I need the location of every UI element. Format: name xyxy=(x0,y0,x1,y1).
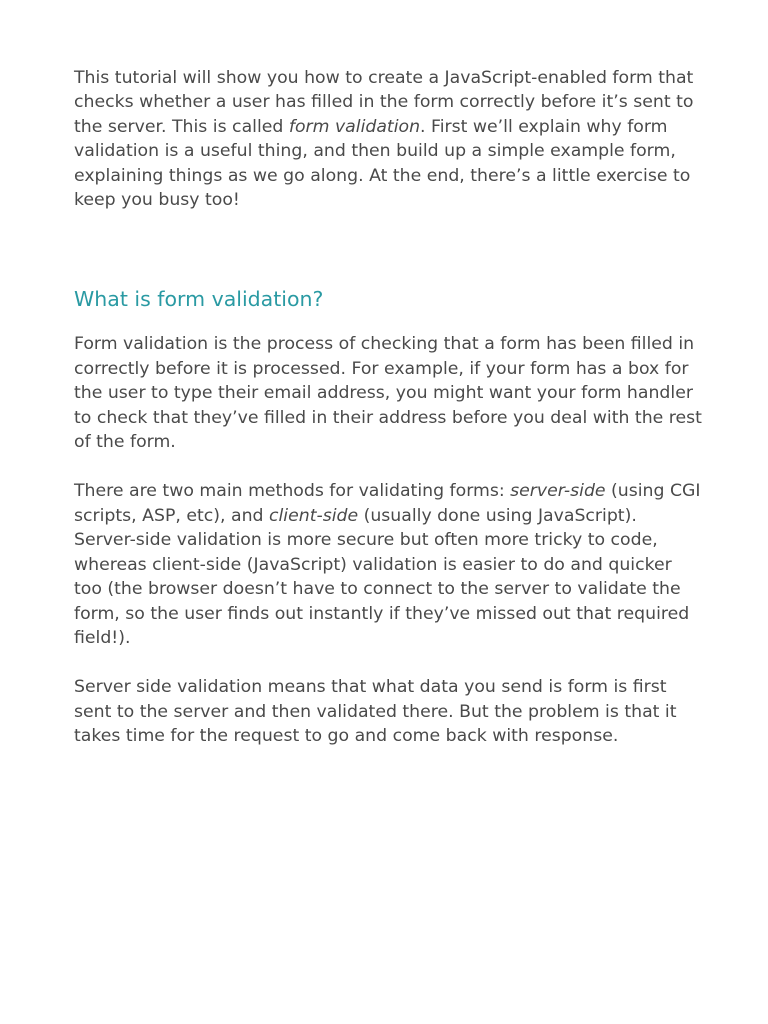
methods-paragraph xyxy=(74,479,704,650)
form-validation-term: form validation xyxy=(288,116,421,137)
server-side-term: server-side xyxy=(510,481,606,502)
methods-text-a: There are two main methods for validating forms: xyxy=(74,481,511,502)
intro-text-a: This tutorial will show you how to create a JavaScript-enabled form that checks whether a user has filled in the form correctly before it’s sent to the server. This is called xyxy=(74,68,694,137)
section-heading: What is form validation? xyxy=(74,287,324,312)
methods-text-b: (using CGI scripts, ASP, etc), and xyxy=(74,481,701,526)
server-side-paragraph: Server side validation means that what data you send is form is first sent to the server and then validated there. But the problem is that it takes time for the request to go and come back with response. xyxy=(74,677,677,747)
intro-paragraph xyxy=(74,66,704,212)
methods-text-c: (usually done using JavaScript). Server-side validation is more secure but often more tricky to code, whereas client-side (JavaScript) validation is easier to do and quicker too (the browser doesn’t have to connect to the server to validate the form, so the user finds out instantly if they’ve missed out that required field!). xyxy=(74,505,690,648)
document-page xyxy=(74,66,704,774)
intro-text-b: . First we’ll explain why form validation is a useful thing, and then build up a simple example form, explaining things as we go along. At the end, there’s a little exercise to keep you busy too! xyxy=(74,116,691,211)
definition-paragraph: Form validation is the process of checking that a form has been filled in correctly before it is processed. For example, if your form has a box for the user to type their email address, you might want your form handler to check that they’ve filled in their address before you deal with the rest of the form. xyxy=(74,334,702,453)
client-side-term: client-side xyxy=(269,505,359,526)
